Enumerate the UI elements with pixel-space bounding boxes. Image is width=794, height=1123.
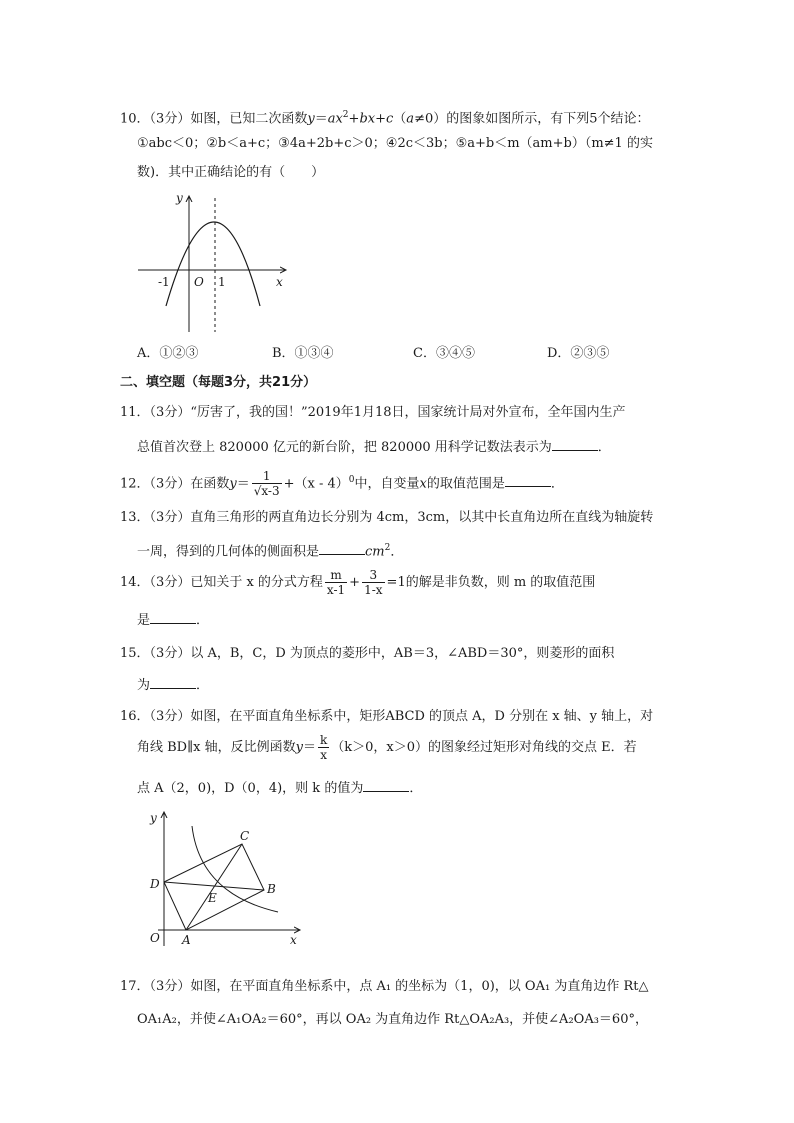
q15-answer-blank[interactable] [150,674,196,689]
q16-rectangle-graph [140,808,310,953]
q14-f2-num: 3 [362,568,384,583]
q15-line1: 15．（3分）以 A，B，C，D 为顶点的菱形中，AB＝3，∠ABD＝30°，则菱形的面积 [120,646,615,661]
point-a-label: A [182,933,191,947]
q10-option-c[interactable]: C．③④⑤ [413,346,475,361]
q16-frac-den: x [320,748,327,762]
tick-1-label: 1 [218,275,226,289]
q10-eq: ＝ [314,111,328,127]
q12-text3: 的取值范围是 [426,476,505,492]
q16-fraction [318,733,329,762]
q12-period: ． [550,476,564,492]
q13-text: 一周，得到的几何体的侧面积是 [137,544,320,560]
q13-line2 [137,537,403,563]
q10-option-d[interactable]: D．②③⑤ [547,346,610,361]
q14-fraction1 [325,568,347,597]
q16-text2: （k＞0，x＞0）的图象经过矩形对角线的交点 E．若 [331,740,637,755]
q12-text2: 中，自变量 [354,476,420,492]
q10-var-y: y [307,111,315,127]
point-c-label: C [240,829,250,843]
x-axis-label: x [276,275,283,289]
diagonal-bd [164,882,264,890]
q11-answer-blank[interactable] [552,436,598,451]
q16-text3: 点 A（2，0)，D（0，4)，则 k 的值为 [137,781,364,796]
q16-var-y: y [295,740,303,755]
q15-text: 为 [137,678,151,693]
q12-frac-num: 1 [252,469,282,484]
q14-line2 [137,609,209,632]
q10-line2: ①abc＜0；②b＜a+c；③4a+2b+c＞0；④2c＜3b；⑤a+b＜m（am+b）（m≠1 的实 [137,136,653,151]
q11-line2 [137,436,611,459]
q12-frac-den: √x-3 [253,484,280,499]
q14-answer-blank[interactable] [150,609,196,624]
q14-line1 [120,568,595,597]
q12-line [120,466,564,498]
q10-paren: （ [393,111,407,127]
q13-period: ． [390,544,404,560]
q14-f1-den: x-1 [326,583,346,597]
q10-text: 10．（3分）如图，已知二次函数 [120,111,308,127]
q10-a: a [406,111,415,127]
origin-label: O [194,275,204,289]
q10-parabola-graph [130,190,300,340]
q12-eq: ＝ [236,476,250,492]
q10-sup: 2 [342,110,349,120]
q13-line1: 13．（3分）直角三角形的两直角边长分别为 4cm，3cm，以其中长直角边所在直线为轴旋转 [120,510,654,525]
q14-plus: + [349,575,361,590]
q10-tail: ≠0）的图象如图所示，有下列5个结论： [414,111,650,127]
q14-fraction2 [362,568,384,597]
q14-text2: =1的解是非负数，则 m 的取值范围 [386,575,596,590]
q15-line2 [137,674,209,697]
q14-f2-den: 1-x [364,583,383,597]
q13-answer-blank[interactable] [319,540,365,555]
q16-eq: ＝ [302,740,316,755]
q10-bx: bx [359,111,376,127]
point-e-label: E [208,891,217,905]
point-b-label: B [267,882,276,896]
q10-ax: ax [327,111,343,127]
q12-text: 12．（3分）在函数 [120,476,230,492]
q11-period: ． [597,440,611,455]
q12-var-x: x [419,476,427,492]
q10-plus2: + [375,111,386,127]
q14-f1-num: m [325,568,347,583]
q16-period: ． [409,781,423,796]
q14-text3: 是 [137,613,151,628]
q14-period: ． [196,613,210,628]
q10-option-b[interactable]: B．①③④ [272,346,334,361]
q13-unit: cm [365,544,385,560]
q14-text: 14．（3分）已知关于 x 的分式方程 [120,575,323,590]
q11-line1: 11．（3分）“厉害了，我的国！”2019年1月18日，国家统计局对外宣布，全年国内生产 [120,405,626,420]
q13-sup: 2 [384,543,391,553]
q16-line2 [137,733,637,762]
q16-line1: 16．（3分）如图，在平面直角坐标系中，矩形ABCD 的顶点 A，D 分别在 x 轴、y 轴上，对 [120,709,654,724]
section-title: 二、填空题（每题3分，共21分） [120,375,317,390]
tick-neg1-label: -1 [158,275,170,289]
q16-frac-num: k [319,733,328,747]
q10-plus1: + [348,111,360,127]
q10-option-a[interactable]: A．①②③ [137,346,199,361]
q10-line1 [120,104,650,130]
q16-text: 角线 BD∥x 轴，反比例函数 [137,740,296,755]
q12-term: +（x - 4） [283,476,349,492]
q16-line3 [137,777,422,800]
q10-c: c [386,111,394,127]
q12-answer-blank[interactable] [505,472,551,487]
parabola-curve [166,222,260,306]
y-axis-label: y [176,191,183,205]
point-d-label: D [150,877,160,891]
hyperbola-curve [192,826,278,912]
q10-line3: 数)．其中正确结论的有（ ） [137,165,325,180]
q11-text: 总值首次登上 820000 亿元的新台阶，把 820000 用科学记数法表示为 [137,440,552,455]
q15-period: ． [196,678,210,693]
diagonal-ac [186,844,242,930]
x-axis-label: x [290,933,297,947]
q12-fraction [252,469,282,498]
origin-label: O [150,931,160,945]
q12-sup: 0 [348,475,355,485]
q17-line1: 17．（3分）如图，在平面直角坐标系中，点 A₁ 的坐标为（1，0)，以 OA₁ 为直角边作 Rt△ [120,979,649,994]
q12-var-y: y [229,476,237,492]
q17-line2: OA₁A₂，并使∠A₁OA₂＝60°，再以 OA₂ 为直角边作 Rt△OA₂A₃，并使∠A₂OA₃＝60°， [137,1012,648,1027]
y-axis-label: y [150,811,157,825]
q16-answer-blank[interactable] [363,777,409,792]
